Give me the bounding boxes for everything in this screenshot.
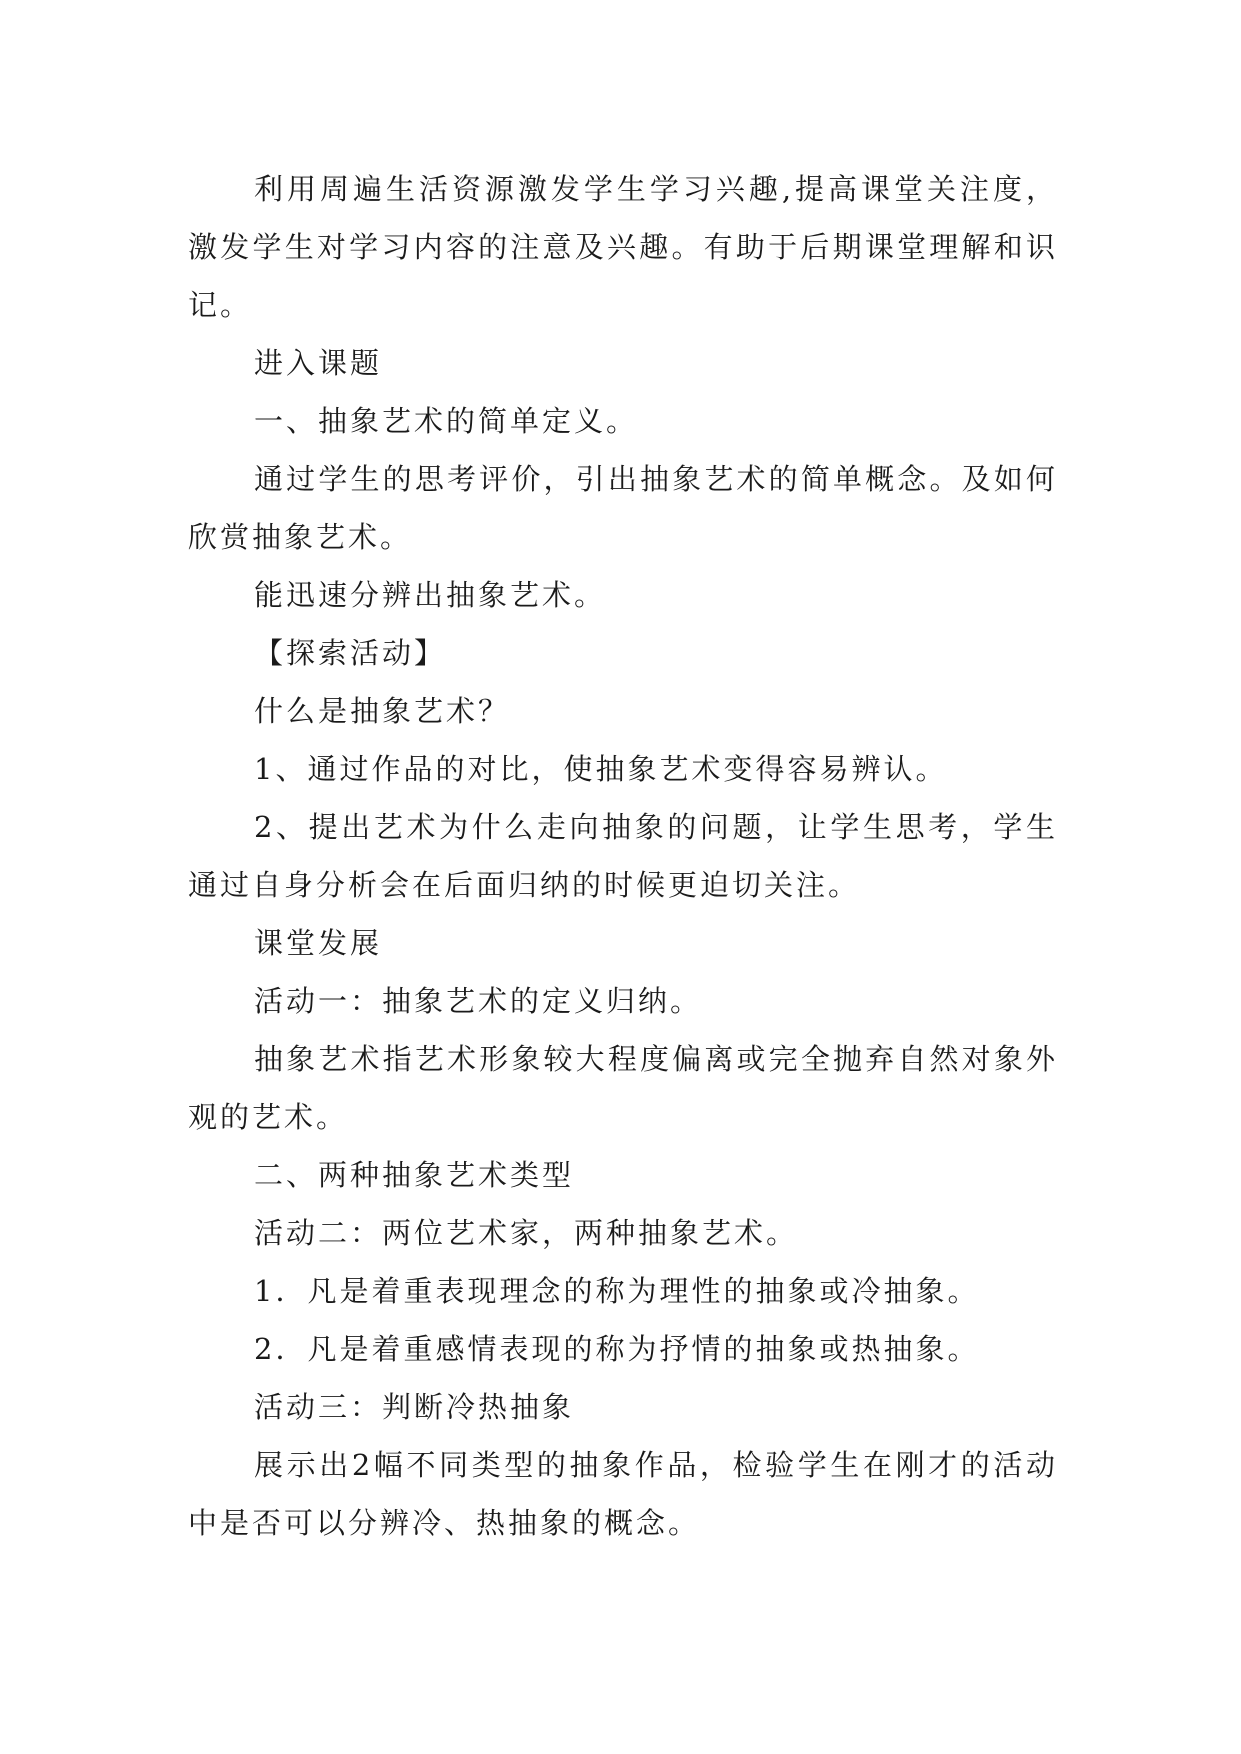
paragraph-abstract-definition: 抽象艺术指艺术形象较大程度偏离或完全抛弃自然对象外观的艺术。 (188, 1042, 1058, 1134)
paragraph-activity-three-detail: 展示出2幅不同类型的抽象作品，检验学生在刚才的活动中是否可以分辨冷、热抽象的概念。 (188, 1448, 1058, 1540)
heading-activity-one: 活动一：抽象艺术的定义归纳。 (254, 984, 703, 1018)
list-item-1: 1、通过作品的对比，使抽象艺术变得容易辨认。 (254, 752, 948, 786)
list-item-hot-abstract: 2．凡是着重感情表现的称为抒情的抽象或热抽象。 (254, 1332, 980, 1366)
paragraph-identify-goal: 能迅速分辨出抽象艺术。 (254, 578, 607, 612)
heading-section-one: 一、抽象艺术的简单定义。 (254, 404, 639, 438)
heading-activity-three: 活动三：判断冷热抽象 (254, 1390, 575, 1424)
paragraph-question: 什么是抽象艺术？ (254, 694, 511, 728)
list-item-2: 2、提出艺术为什么走向抽象的问题，让学生思考，学生通过自身分析会在后面归纳的时候更迫切关注。 (188, 810, 1058, 902)
heading-class-development: 课堂发展 (254, 926, 383, 960)
paragraph-intro-purpose: 利用周遍生活资源激发学生学习兴趣,提高课堂关注度，激发学生对学习内容的注意及兴趣。有助于后期课堂理解和识记。 (188, 172, 1058, 322)
heading-enter-topic: 进入课题 (254, 346, 383, 380)
paragraph-definition-intro: 通过学生的思考评价，引出抽象艺术的简单概念。及如何欣赏抽象艺术。 (188, 462, 1058, 554)
list-item-cold-abstract: 1．凡是着重表现理念的称为理性的抽象或冷抽象。 (254, 1274, 980, 1308)
heading-section-two: 二、两种抽象艺术类型 (254, 1158, 575, 1192)
heading-activity-two: 活动二：两位艺术家，两种抽象艺术。 (254, 1216, 799, 1250)
document-body (188, 160, 1058, 1552)
heading-explore-activity: 【探索活动】 (254, 636, 447, 670)
